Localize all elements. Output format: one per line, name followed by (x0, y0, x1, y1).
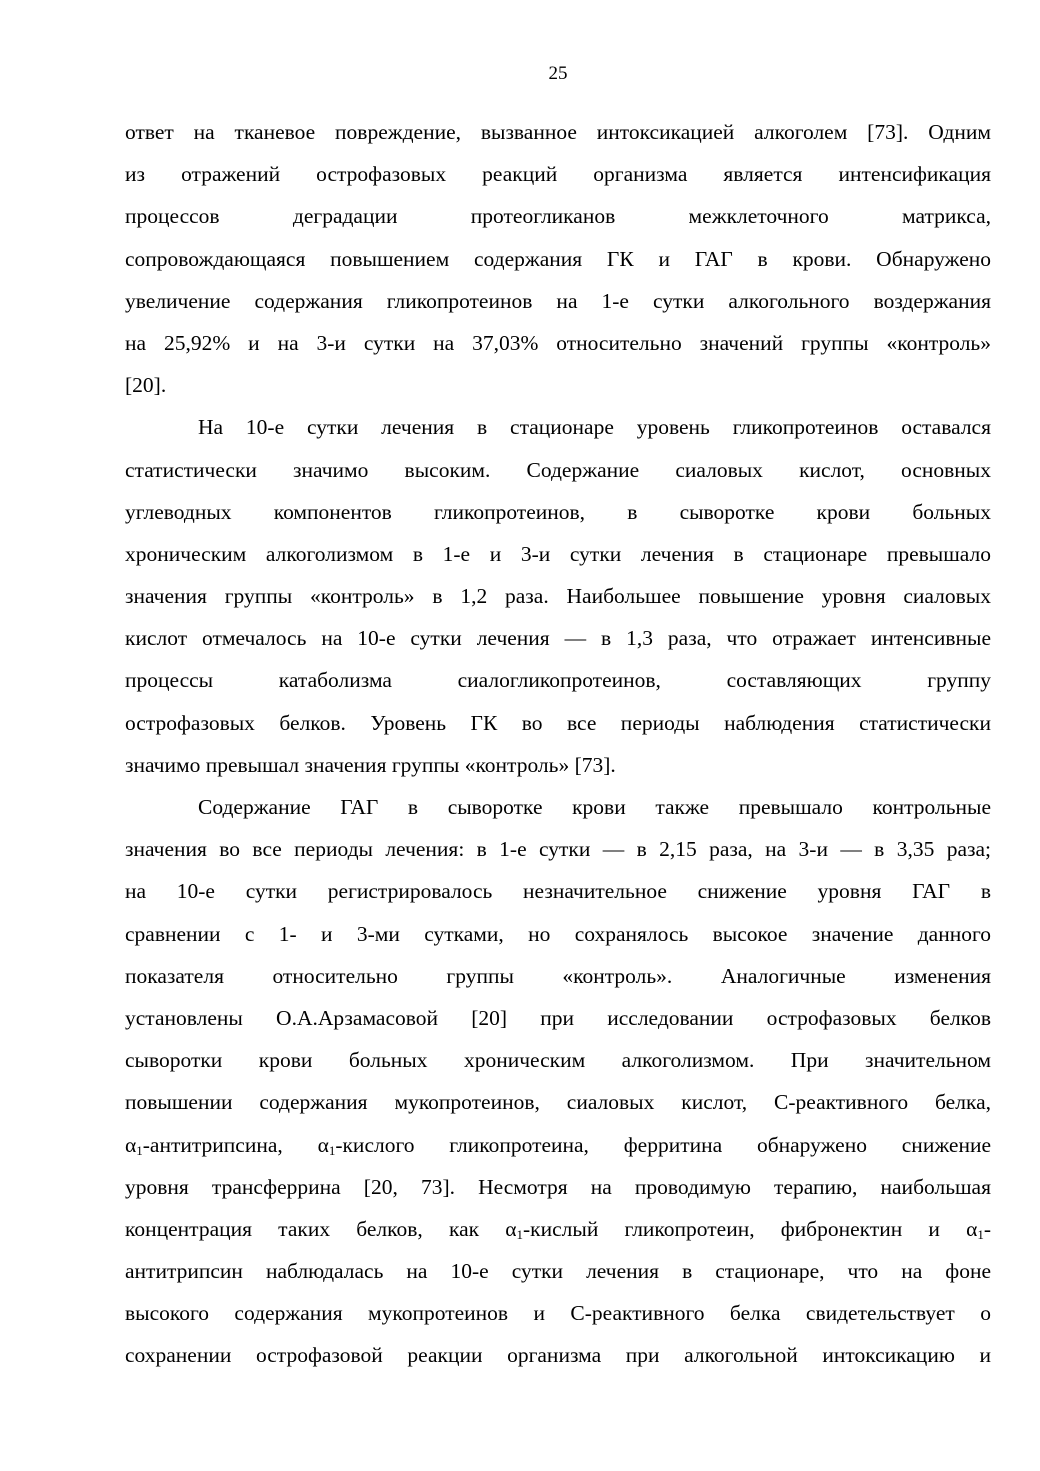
text-line: кислот отмечалось на 10-е сутки лечения — в 1,3 раза, что отражает интенсивные (125, 626, 991, 651)
text-line: углеводных компонентов гликопротеинов, в сыворотке крови больных (125, 499, 991, 524)
text-line: процессы катаболизма сиалогликопротеинов, составляющих группу (125, 668, 991, 693)
text-fragment: -кислый гликопротеин, фибронектин и (522, 1216, 967, 1241)
text-line: ответ на тканевое повреждение, вызванное интоксикацией алкоголем [73]. Одним (125, 120, 991, 144)
text-line: хроническим алкоголизмом в 1-е и 3-и сутки лечения в стационаре превышало (125, 541, 991, 566)
text-line: значимо превышал значения группы «контроль» [73]. (125, 752, 616, 777)
alpha-symbol: α (966, 1216, 978, 1241)
text-line: [20]. (125, 373, 167, 398)
text-line: антитрипсин наблюдалась на 10-е сутки лечения в стационаре, что на фоне (125, 1259, 991, 1284)
text-line: из отражений острофазовых реакций организма является интенсификация (125, 162, 991, 187)
alpha-symbol: α (505, 1216, 517, 1241)
text-line: увеличение содержания гликопротеинов на 1-е сутки алкогольного воздержания (125, 288, 991, 313)
text-line: значения во все периоды лечения: в 1-е сутки — в 2,15 раза, на 3-и — в 3,35 раза; (125, 837, 991, 862)
text-line: острофазовых белков. Уровень ГК во все периоды наблюдения статистически (125, 710, 991, 735)
text-line: статистически значимо высоким. Содержание сиаловых кислот, основных (125, 457, 991, 482)
text-line: на 10-е сутки регистрировалось незначительное снижение уровня ГАГ в (125, 879, 991, 904)
text-line-alpha (125, 1124, 991, 1166)
text-line: На 10-е сутки лечения в стационаре уровень гликопротеинов оставался (198, 415, 991, 440)
text-line: на 25,92% и на 3-и сутки на 37,03% относительно значений группы «контроль» (125, 330, 991, 355)
alpha-symbol: α (125, 1132, 137, 1157)
text-fragment: -антитрипсина, (142, 1132, 318, 1157)
text-line: сопровождающаяся повышением содержания ГК и ГАГ в крови. Обнаружено (125, 246, 991, 271)
subscript: 1 (136, 1142, 143, 1158)
text-line-alpha (125, 1208, 991, 1250)
text-line: сыворотки крови больных хроническим алкоголизмом. При значительном (125, 1048, 991, 1073)
text-line: показателя относительно группы «контроль». Аналогичные изменения (125, 963, 991, 988)
text-line: процессов деградации протеогликанов межклеточного матрикса, (125, 204, 991, 229)
text-fragment: концентрация таких белков, как (125, 1216, 506, 1241)
page-number: 25 (548, 63, 568, 84)
subscript: 1 (328, 1142, 336, 1158)
text-fragment: -кислого гликопротеина, ферритина обнаружено снижение (335, 1132, 991, 1157)
text-line: Содержание ГАГ в сыворотке крови также превышало контрольные (198, 795, 991, 819)
body-text (125, 111, 991, 1377)
text-fragment: - (983, 1216, 991, 1241)
text-line: значения группы «контроль» в 1,2 раза. Наибольшее повышение уровня сиаловых (125, 584, 991, 609)
text-line: сохранении острофазовой реакции организма при алкогольной интоксикацию и (125, 1343, 991, 1368)
text-line: высокого содержания мукопротеинов и С-реактивного белка свидетельствует о (125, 1301, 991, 1326)
subscript: 1 (977, 1226, 984, 1242)
text-line: повышении содержания мукопротеинов, сиаловых кислот, С-реактивного белка, (125, 1090, 991, 1115)
text-line: уровня трансферрина [20, 73]. Несмотря на проводимую терапию, наибольшая (125, 1174, 991, 1199)
text-line: сравнении с 1- и 3-ми сутками, но сохранялось высокое значение данного (125, 921, 991, 946)
text-line: установлены О.А.Арзамасовой [20] при исследовании острофазовых белков (125, 1005, 991, 1030)
subscript: 1 (516, 1226, 523, 1242)
alpha-symbol: α (317, 1132, 329, 1157)
